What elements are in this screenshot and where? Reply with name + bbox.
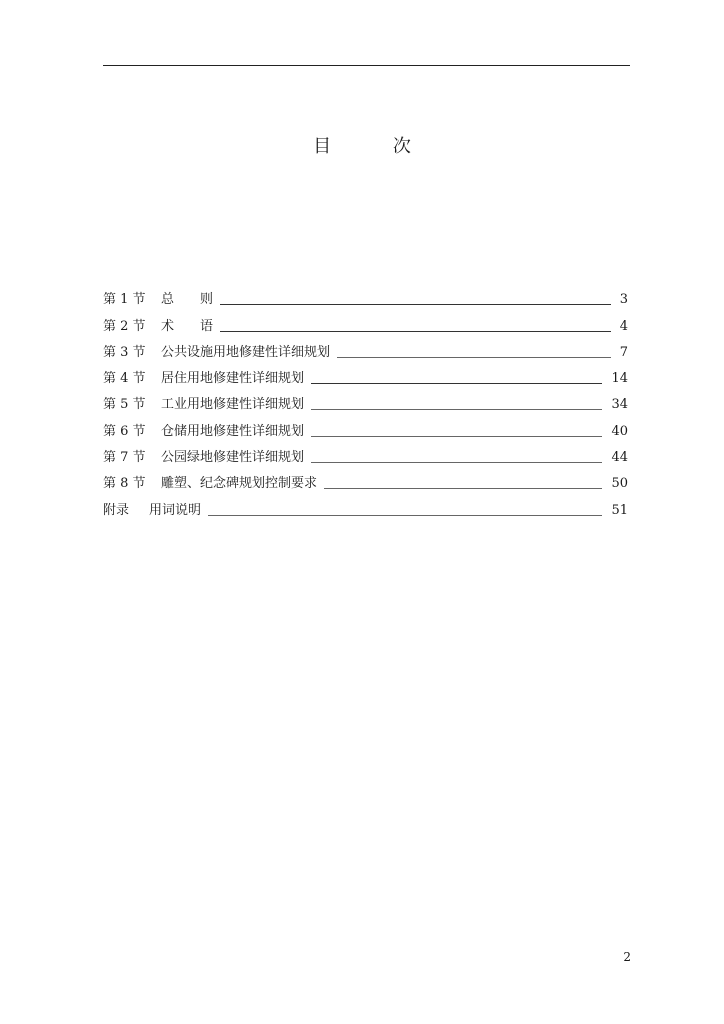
toc-entry-label: 第 2 节 (103, 318, 146, 334)
toc-entry-title: 公园绿地修建性详细规划 (161, 450, 305, 466)
toc-entry-title: 公共设施用地修建性详细规划 (161, 344, 331, 360)
page-title: 目 次 (313, 136, 439, 157)
toc-entry-title: 居住用地修建性详细规划 (161, 371, 305, 387)
toc-entry-label: 第 4 节 (103, 371, 146, 387)
toc-entry-title: 工业用地修建性详细规划 (161, 397, 305, 413)
toc-entry-label: 第 8 节 (103, 476, 146, 492)
page-number: 2 (623, 950, 631, 964)
toc-entry-page: 34 (611, 397, 628, 413)
toc-leader-line (311, 436, 602, 437)
toc-entry-page: 14 (611, 371, 628, 387)
toc-leader-line (311, 409, 602, 410)
toc-entry-1[interactable] (103, 282, 628, 308)
table-of-contents (103, 282, 628, 519)
toc-entry-8[interactable] (103, 466, 628, 492)
toc-entry-page: 7 (619, 344, 628, 360)
toc-entry-2[interactable] (103, 308, 628, 334)
toc-entry-label: 第 7 节 (103, 450, 146, 466)
toc-entry-page: 4 (619, 318, 628, 334)
toc-entry-page: 3 (619, 292, 628, 308)
toc-entry-4[interactable] (103, 361, 628, 387)
toc-entry-label: 第 6 节 (103, 423, 146, 439)
toc-entry-page: 50 (611, 476, 628, 492)
toc-entry-appendix[interactable] (103, 492, 628, 518)
toc-leader-line (311, 462, 602, 463)
header-rule (103, 65, 630, 66)
toc-entry-title: 仓储用地修建性详细规划 (161, 423, 305, 439)
toc-entry-title: 用词说明 (149, 502, 202, 518)
toc-entry-3[interactable] (103, 335, 628, 361)
toc-entry-page: 40 (611, 423, 628, 439)
toc-entry-title: 总 则 (161, 292, 214, 308)
toc-entry-page: 51 (611, 502, 628, 518)
toc-entry-5[interactable] (103, 387, 628, 413)
toc-entry-label: 第 3 节 (103, 344, 146, 360)
toc-entry-page: 44 (611, 450, 628, 466)
toc-leader-line (311, 383, 602, 384)
toc-entry-label: 附录 (103, 502, 130, 518)
toc-entry-label: 第 1 节 (103, 292, 146, 308)
toc-entry-title: 术 语 (161, 318, 214, 334)
toc-entry-label: 第 5 节 (103, 397, 146, 413)
toc-leader-line (208, 515, 602, 516)
toc-entry-6[interactable] (103, 413, 628, 439)
toc-entry-7[interactable] (103, 440, 628, 466)
toc-leader-line (220, 331, 611, 332)
toc-leader-line (324, 488, 602, 489)
toc-leader-line (337, 357, 611, 358)
toc-leader-line (220, 304, 611, 305)
toc-entry-title: 雕塑、纪念碑规划控制要求 (161, 476, 318, 492)
